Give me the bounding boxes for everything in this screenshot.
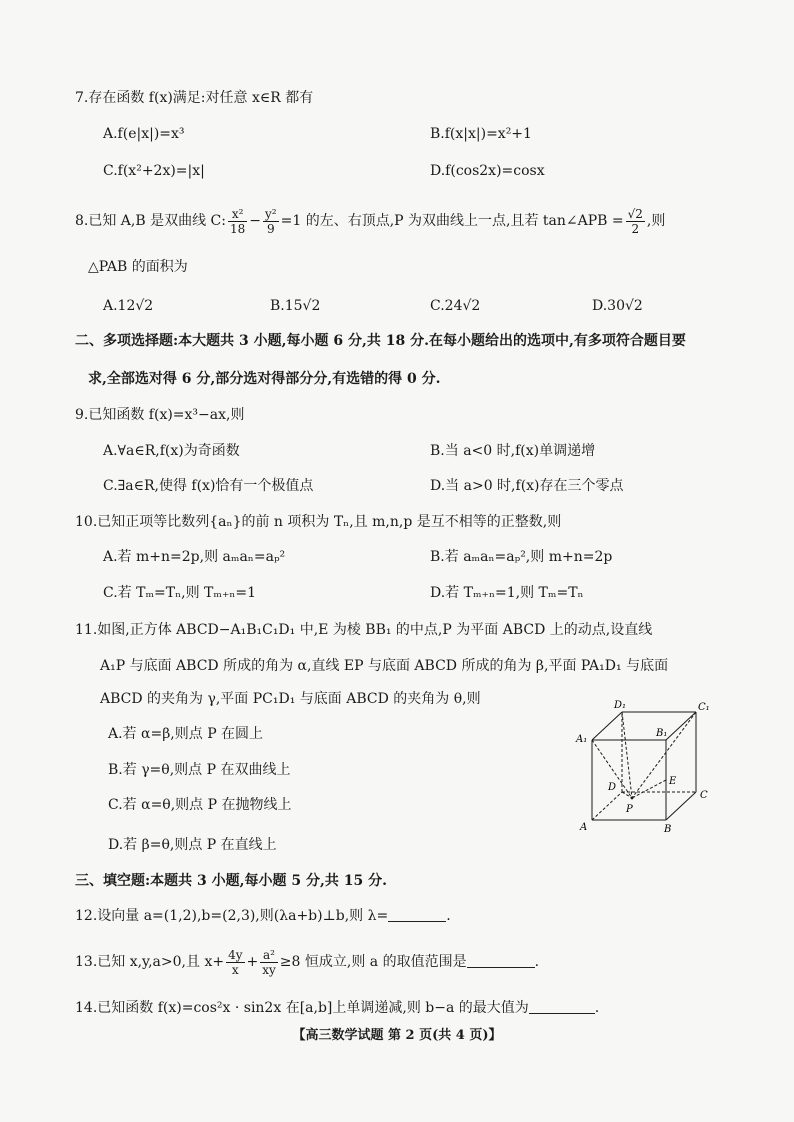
q13-answer-blank [467,953,535,968]
label-p: P [626,804,633,815]
q11-option-b: B.若 γ=θ,则点 P 在双曲线上 [108,762,291,778]
segment-ep [632,780,666,798]
q7-option-d: D.f(cos2x)=cosx [430,163,545,179]
q11-stem-line2: A₁P 与底面 ABCD 所成的角为 α,直线 EP 与底面 ABCD 所成的角为 β,平面 PA₁D₁ 与底面 [100,658,669,674]
q8-minus: − [249,213,262,229]
q8-frac1-num: x² [228,207,247,222]
q7-option-a: A.f(e|x|)=x³ [103,126,185,142]
q7-stem: 7.存在函数 f(x)满足:对任意 x∈R 都有 [75,90,314,106]
q8-frac2-num: y² [265,206,277,221]
edge-ad-hidden [592,792,622,820]
q11-stem-line3: ABCD 的夹角为 γ,平面 PC₁D₁ 与底面 ABCD 的夹角为 θ,则 [100,691,481,707]
q10-option-d: D.若 Tₘ₊ₙ=1,则 Tₘ=Tₙ [430,585,584,601]
q8-stem [75,205,665,237]
q10-option-b: B.若 aₘaₙ=aₚ²,则 m+n=2p [430,549,613,565]
section2-header-line2: 求,全部选对得 6 分,部分选对得部分分,有选错的得 0 分. [88,371,441,387]
q10-option-c: C.若 Tₘ=Tₙ,则 Tₘ₊ₙ=1 [103,585,257,601]
label-a1: A₁ [576,734,588,745]
q12-end: . [446,908,451,924]
q8-stem-part-c: ,则 [646,213,666,229]
label-c1: C₁ [698,702,710,713]
q8-stem-part-a: 8.已知 A,B 是双曲线 C: [75,213,226,229]
cube-figure [570,690,710,840]
edge-c1b1 [666,712,696,740]
label-e: E [669,776,677,787]
q14-end: . [594,1000,600,1016]
segment-c1p [632,712,696,798]
q13-frac1-num: 4y [228,947,243,962]
q11-option-a: A.若 α=β,则点 P 在圆上 [108,726,264,742]
edge-cb [666,792,696,820]
q8-frac2-den: 9 [266,221,275,236]
q14-answer-blank [529,999,595,1014]
label-d1: D₁ [614,700,627,711]
page-footer: 【高三数学试题 第 2 页(共 4 页)】 [292,1028,502,1043]
q13-end: . [534,954,540,970]
q13-frac1-den: x [231,962,239,977]
q9-option-c: C.∃a∈R,使得 f(x)恰有一个极值点 [103,478,314,494]
q12-stem [75,906,451,926]
q7-option-b: B.f(x|x|)=x²+1 [430,126,532,142]
point-p-marker [631,797,634,800]
section2-header-line1: 二、多项选择题:本大题共 3 小题,每小题 6 分,共 18 分.在每小题给出的选项中,有多项符合题目要 [75,333,686,349]
q9-stem: 9.已知函数 f(x)=x³−ax,则 [75,407,245,423]
q8-fraction-y [263,207,279,236]
q13-fraction-4y-x [226,948,244,977]
q7-option-c: C.f(x²+2x)=|x| [103,163,205,179]
q10-stem: 10.已知正项等比数列{aₙ}的前 n 项积为 Tₙ,且 m,n,p 是互不相等的正整数,则 [75,514,562,530]
q12-answer-blank [388,907,446,922]
q8-option-c: C.24√2 [430,298,481,314]
q8-fraction-x [228,207,247,236]
q9-option-d: D.当 a>0 时,f(x)存在三个零点 [430,478,624,494]
q14-stem [75,998,599,1018]
q8-frac3-den: 2 [631,221,640,236]
q13-fraction-a2-xy [260,948,278,977]
q14-text: 14.已知函数 f(x)=cos²x · sin2x 在[a,b]上单调递减,则 b−a 的最大值为 [75,1000,529,1016]
label-c: C [700,790,708,801]
q11-option-d: D.若 β=θ,则点 P 在直线上 [108,837,277,853]
section3-header: 三、填空题:本题共 3 小题,每小题 5 分,共 15 分. [75,873,387,889]
q12-text: 12.设向量 a=(1,2),b=(2,3),则(λa+b)⊥b,则 λ= [75,908,389,924]
q8-frac1-den: 18 [230,221,246,236]
label-b: B [664,824,672,835]
edge-a1d1 [592,712,622,740]
q10-option-a: A.若 m+n=2p,则 aₘaₙ=aₚ² [103,549,286,565]
q8-stem-part-b: =1 的左、右顶点,P 为双曲线上一点,且若 tan∠APB = [280,213,624,229]
q13-frac2-num: a² [260,948,278,963]
q8-fraction-tan [626,207,645,236]
q11-stem-line1: 11.如图,正方体 ABCD−A₁B₁C₁D₁ 中,E 为棱 BB₁ 的中点,P 为平面 ABCD 上的动点,设直线 [75,622,653,638]
q9-option-a: A.∀a∈R,f(x)为奇函数 [103,443,240,459]
q11-option-c: C.若 α=θ,则点 P 在抛物线上 [108,797,292,813]
q8-stem-line2: △PAB 的面积为 [88,259,188,275]
label-a: A [580,822,588,833]
q13-text-a: 13.已知 x,y,a>0,且 x+ [75,954,225,970]
q9-option-b: B.当 a<0 时,f(x)单调递增 [430,443,596,459]
label-d: D [608,782,617,793]
q13-plus: + [246,954,259,970]
q8-option-d: D.30√2 [592,298,643,314]
q13-text-b: ≥8 恒成立,则 a 的取值范围是 [279,954,467,970]
q8-option-a: A.12√2 [103,298,154,314]
label-b1: B₁ [656,728,668,739]
q13-frac2-den: xy [262,962,276,977]
q13-stem [75,946,539,978]
q8-option-b: B.15√2 [270,298,321,314]
q8-frac3-num: √2 [627,206,643,221]
